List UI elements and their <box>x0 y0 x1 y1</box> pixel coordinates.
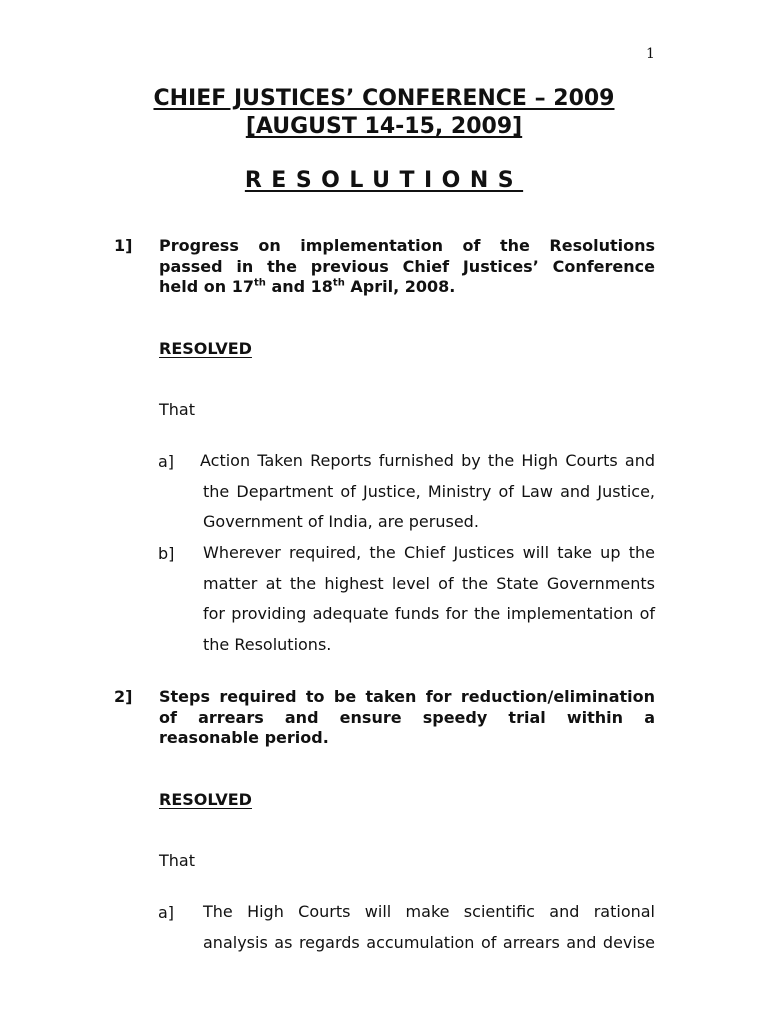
subitem-line: Action Taken Reports furnished by the High Courts and <box>200 451 655 470</box>
item-1-number: 1] <box>114 236 133 255</box>
item-2-subitem-a-text <box>203 897 655 958</box>
item-2-subitem-a-label: a] <box>158 903 175 922</box>
subitem-line: matter at the highest level of the State Governments <box>203 573 655 593</box>
item-2-heading <box>159 687 655 749</box>
item-1-heading-line <box>159 277 655 298</box>
item-1-heading-line: passed in the previous Chief Justices’ Conference <box>159 256 655 276</box>
item-1-that-label: That <box>159 400 195 419</box>
heading-text-part: held on 17 <box>159 277 254 296</box>
document-title-line-1 <box>0 86 768 112</box>
subitem-line: the Resolutions. <box>203 634 332 654</box>
item-2-resolved-label: RESOLVED <box>159 790 252 809</box>
item-2-number: 2] <box>114 687 133 706</box>
heading-text-part: and 18 <box>265 277 333 296</box>
item-2-heading-line: reasonable period. <box>159 728 329 747</box>
item-1-heading <box>159 236 655 298</box>
item-1-resolved-label: RESOLVED <box>159 339 252 358</box>
item-2-that-label: That <box>159 851 195 870</box>
item-2-heading-line: of arrears and ensure speedy trial within a <box>159 707 655 727</box>
subitem-line: Wherever required, the Chief Justices will take up the <box>203 543 655 562</box>
page-number: 1 <box>646 46 655 62</box>
subitem-line: The High Courts will make scientific and rational <box>203 902 655 921</box>
subitem-line: for providing adequate funds for the implementation of <box>203 604 655 624</box>
item-1-heading-line: Progress on implementation of the Resolutions <box>159 236 655 255</box>
document-title-line-2 <box>0 114 768 140</box>
heading-text-part: April, 2008. <box>344 277 456 296</box>
item-1-subitem-a-text <box>200 446 655 538</box>
subitem-line: Government of India, are perused. <box>203 512 479 532</box>
item-2-heading-line: Steps required to be taken for reduction/elimination <box>159 687 655 706</box>
item-1-subitem-b-text <box>203 538 655 660</box>
subitem-line: the Department of Justice, Ministry of Law and Justice, <box>203 481 655 501</box>
ordinal-superscript: th <box>253 277 266 289</box>
item-1-subitem-a-label: a] <box>158 452 175 471</box>
resolutions-heading: RESOLUTIONS <box>244 168 524 193</box>
subitem-line: analysis as regards accumulation of arrears and devise <box>203 932 655 952</box>
title-line-2-text: [AUGUST 14-15, 2009] <box>245 114 523 139</box>
title-line-1-text: CHIEF JUSTICES’ CONFERENCE – 2009 <box>153 86 615 111</box>
item-1-subitem-b-label: b] <box>158 544 175 563</box>
ordinal-superscript: th <box>332 277 345 289</box>
